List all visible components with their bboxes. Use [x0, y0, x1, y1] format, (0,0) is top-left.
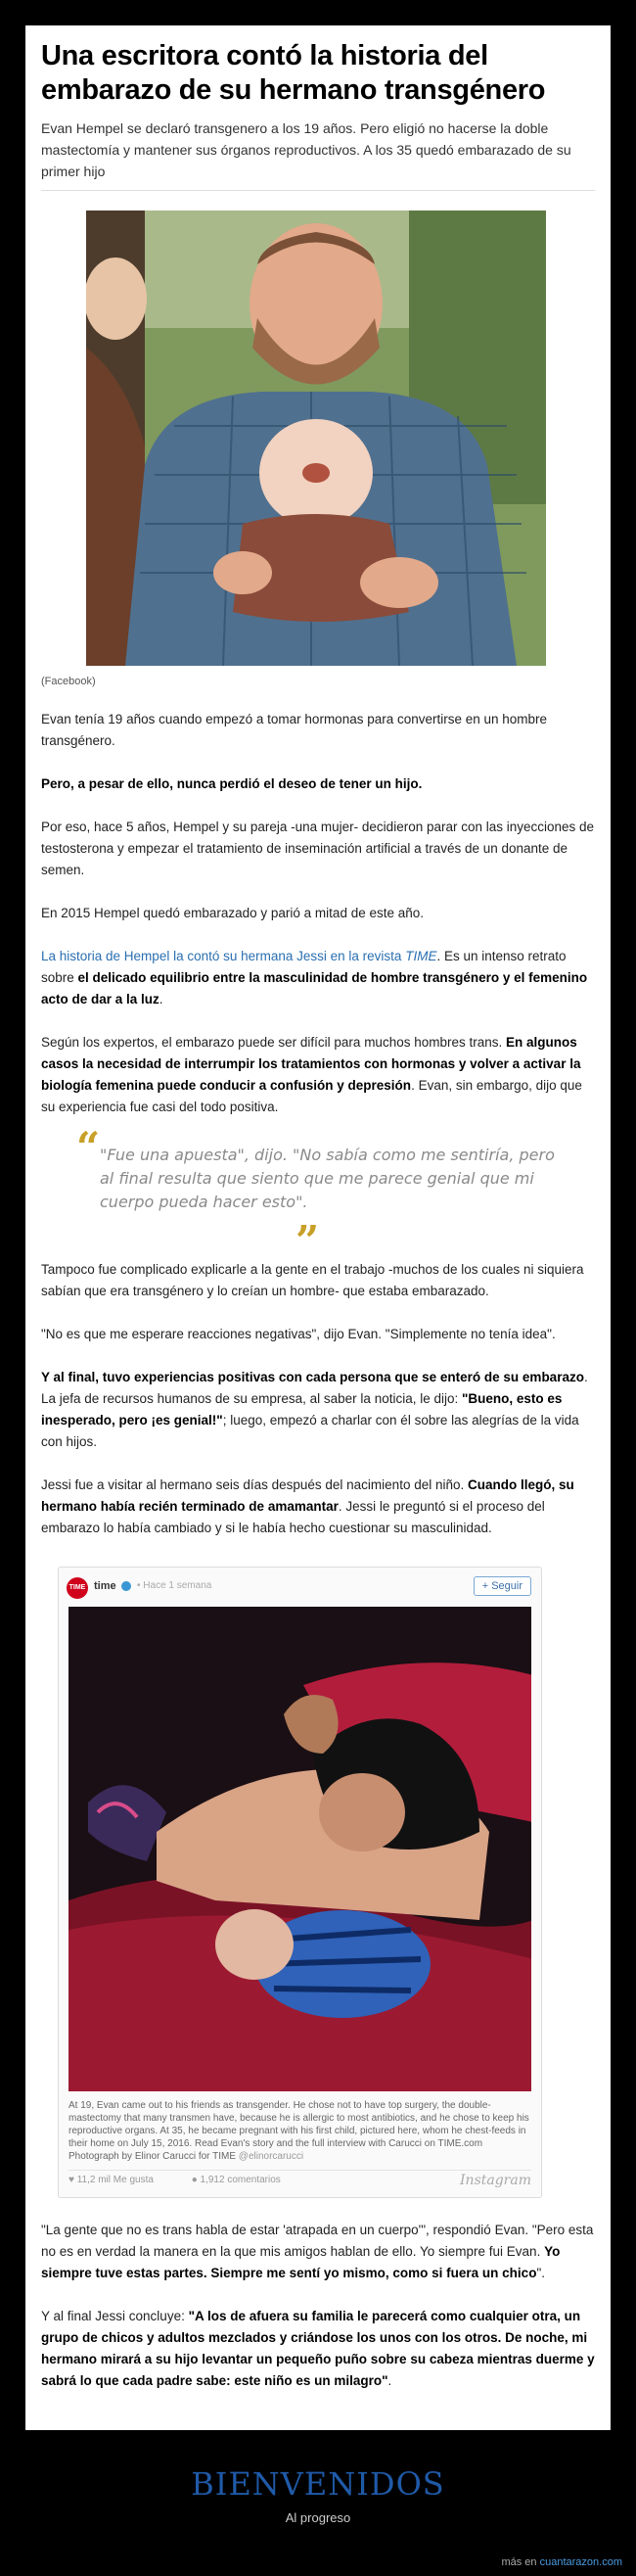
paragraph-text: En 2015 Hempel quedó embarazado y parió a mitad de este año.	[41, 906, 425, 920]
instagram-embed	[58, 1567, 542, 2198]
photographer-handle[interactable]: @elinorcarucci	[238, 2151, 304, 2162]
photo-father-baby	[86, 211, 546, 666]
article-title: Una escritora contó la historia del embarazo de su hermano transgénero	[41, 40, 546, 106]
paragraph-text: "La gente que no es trans habla de estar 'atrapada en un cuerpo'", respondió Evan. "Pero esta no es en verdad la manera en la que mis amigos hablan de ello. Yo siempre fui Evan.	[41, 2223, 594, 2259]
paragraph-text: Y al final Jessi concluye:	[41, 2309, 185, 2323]
follow-button[interactable]: + Seguir	[474, 1576, 531, 1596]
paragraph	[41, 1259, 595, 1302]
post-footer	[0, 2430, 636, 2525]
paragraph: Según los expertos, el embarazo puede ser difícil para muchos hombres trans. En algunos casos la necesidad de interrumpir los tratamientos con hormonas y volver a activar la biología femenina puede conducir a confusión y depresión. Evan, sin embargo, dijo que su experiencia fue casi del todo positiva.	[41, 1035, 582, 1114]
embed-username[interactable]: time	[94, 1580, 116, 1592]
embed-timestamp: • Hace 1 semana	[137, 1580, 212, 1591]
paragraph-text: Por eso, hace 5 años, Hempel y su pareja -una mujer- decidieron parar con las inyecciones de testosterona y empezar el tratamiento de inseminación artificial a través de un donante de semen.	[41, 820, 595, 877]
paragraph-bold: Y al final, tuvo experiencias positivas con cada persona que se enteró de su embarazo	[41, 1370, 584, 1384]
instagram-logo[interactable]: Instagram	[460, 2173, 531, 2188]
paragraph: La historia de Hempel la contó su hermana Jessi en la revista TIME. Es un intenso retrato sobre el delicado equilibrio entre la masculinidad de hombre transgénero y el femenino acto de dar a la luz.	[41, 949, 588, 1007]
photo-caption: (Facebook)	[41, 676, 96, 687]
embed-footer	[68, 2170, 531, 2187]
paragraph-bold: "A los de afuera su familia le parecerá como cualquier otra, un grupo de chicos y adultos mezclados y criándose los unos con los otros. De noche, mi hermano mirará a su hijo levantar un pequeño puño sobre su cabeza mientras duerme y sabrá lo que cada padre sabe: este niño es un milagro"	[41, 2309, 595, 2388]
embed-header	[59, 1568, 541, 1607]
pull-quote	[76, 1123, 566, 1265]
post-headline: BIENVENIDOS	[191, 2465, 445, 2503]
paragraph-bold: Yo siempre tuve estas partes. Siempre me sentí yo mismo, como si fuera un chico	[41, 2244, 561, 2280]
paragraph	[41, 903, 595, 924]
paragraph-text: "No es que me esperare reacciones negativas", dijo Evan. "Simplemente no tenía idea".	[41, 1327, 556, 1341]
site-credit: más en cuantarazon.com	[501, 2556, 622, 2568]
paragraph	[41, 1324, 595, 1345]
quote-close-icon: ”	[295, 1217, 320, 1265]
divider	[41, 190, 595, 191]
paragraph: "La gente que no es trans habla de estar 'atrapada en un cuerpo'", respondió Evan. "Pero esta no es en verdad la manera en la que mis amigos hablan de ello. Yo siempre fui Evan. Yo siempre tuve estas partes. Siempre me sentí yo mismo, como si fuera un chico".	[41, 2223, 594, 2280]
site-link[interactable]: cuantarazon.com	[539, 2556, 622, 2568]
paragraph-text: Jessi fue a visitar al hermano seis días después del nacimiento del niño.	[41, 1477, 465, 1492]
post-tagline: Al progreso	[285, 2510, 351, 2525]
post-card	[25, 25, 611, 2430]
paragraph: Y al final, tuvo experiencias positivas con cada persona que se enteró de su embarazo. La jefa de recursos humanos de su empresa, al saber la noticia, le dijo: "Bueno, esto es inesperado, pero ¡es genial!"; luego, empezó a charlar con él sobre las alegrías de la vida con hijos.	[41, 1370, 588, 1449]
embed-photo[interactable]	[68, 1607, 531, 2091]
comments-count[interactable]: ● 1,912 comentarios	[191, 2175, 281, 2185]
paragraph-text: Según los expertos, el embarazo puede ser difícil para muchos hombres trans.	[41, 1035, 503, 1050]
paragraph: Jessi fue a visitar al hermano seis días después del nacimiento del niño. Cuando llegó, su hermano había recién terminado de amamantar. Jessi le preguntó si el proceso del embarazo lo había cambiado y si le había hecho cuestionar su masculinidad.	[41, 1477, 574, 1535]
paragraph-text: . Es un intenso retrato sobre	[41, 949, 567, 985]
embed-caption: At 19, Evan came out to his friends as transgender. He chose not to have top surgery, the double-mastectomy that many transmen have, because he is allergic to most antibiotics, and he chose to keep his reproductive organs. At 35, he became pregnant with his first child, pictured here, whom he chest-feeds in their home on July 15, 2016. Read Evan's story and the full interview with Carucci on TIME.com Photograph by Elinor Carucci for TIME @elinorcarucci	[68, 2100, 529, 2162]
paragraph-bold: el delicado equilibrio entre la masculinidad de hombre transgénero y el femenino acto de dar a la luz	[41, 970, 588, 1007]
paragraph-text: Tampoco fue complicado explicarle a la gente en el trabajo -muchos de los cuales ni siquiera sabían que era transgénero y lo creían un hombre- que estaba embarazado.	[41, 1262, 584, 1298]
likes-count[interactable]: ♥ 11,2 mil Me gusta	[68, 2175, 154, 2185]
paragraph-bold: "Bueno, esto es inesperado, pero ¡es genial!"	[41, 1391, 563, 1428]
quote-open-icon: “	[76, 1123, 101, 1171]
paragraph-text: Evan tenía 19 años cuando empezó a tomar hormonas para convertirse en un hombre transgénero.	[41, 712, 548, 748]
time-logo[interactable]: TIME	[67, 1577, 88, 1599]
embed-photo-illustration	[68, 1607, 531, 2091]
time-article-link[interactable]: La historia de Hempel la contó su hermana Jessi en la revista TIME	[41, 949, 437, 963]
verified-icon	[121, 1581, 131, 1591]
paragraph	[41, 709, 595, 752]
paragraph	[41, 773, 595, 795]
quote-text: "Fue una apuesta", dijo. "No sabía como me sentiría, pero al final resulta que siento que me parece genial que mi cuerpo pueda hacer esto".	[100, 1146, 555, 1211]
paragraph-bold: Pero, a pesar de ello, nunca perdió el deseo de tener un hijo.	[41, 776, 423, 791]
photo-illustration	[86, 211, 546, 666]
paragraph	[41, 817, 595, 881]
article-subtitle: Evan Hempel se declaró transgenero a los 19 años. Pero eligió no hacerse la doble mastectomía y mantener sus órganos reproductivos. A los 35 quedó embarazado de su primer hijo	[41, 120, 571, 179]
paragraph: Y al final Jessi concluye: "A los de afuera su familia le parecerá como cualquier otra, un grupo de chicos y adultos mezclados y criándose los unos con los otros. De noche, mi hermano mirará a su hijo levantar un pequeño puño sobre su cabeza mientras duerme y sabrá lo que cada padre sabe: este niño es un milagro".	[41, 2309, 595, 2388]
paragraph-bold: En algunos casos la necesidad de interrumpir los tratamientos con hormonas y volver a activar la biología femenina puede conducir a confusión y depresión	[41, 1035, 581, 1093]
paragraph-bold: Cuando llegó, su hermano había recién terminado de amamantar	[41, 1477, 574, 1514]
